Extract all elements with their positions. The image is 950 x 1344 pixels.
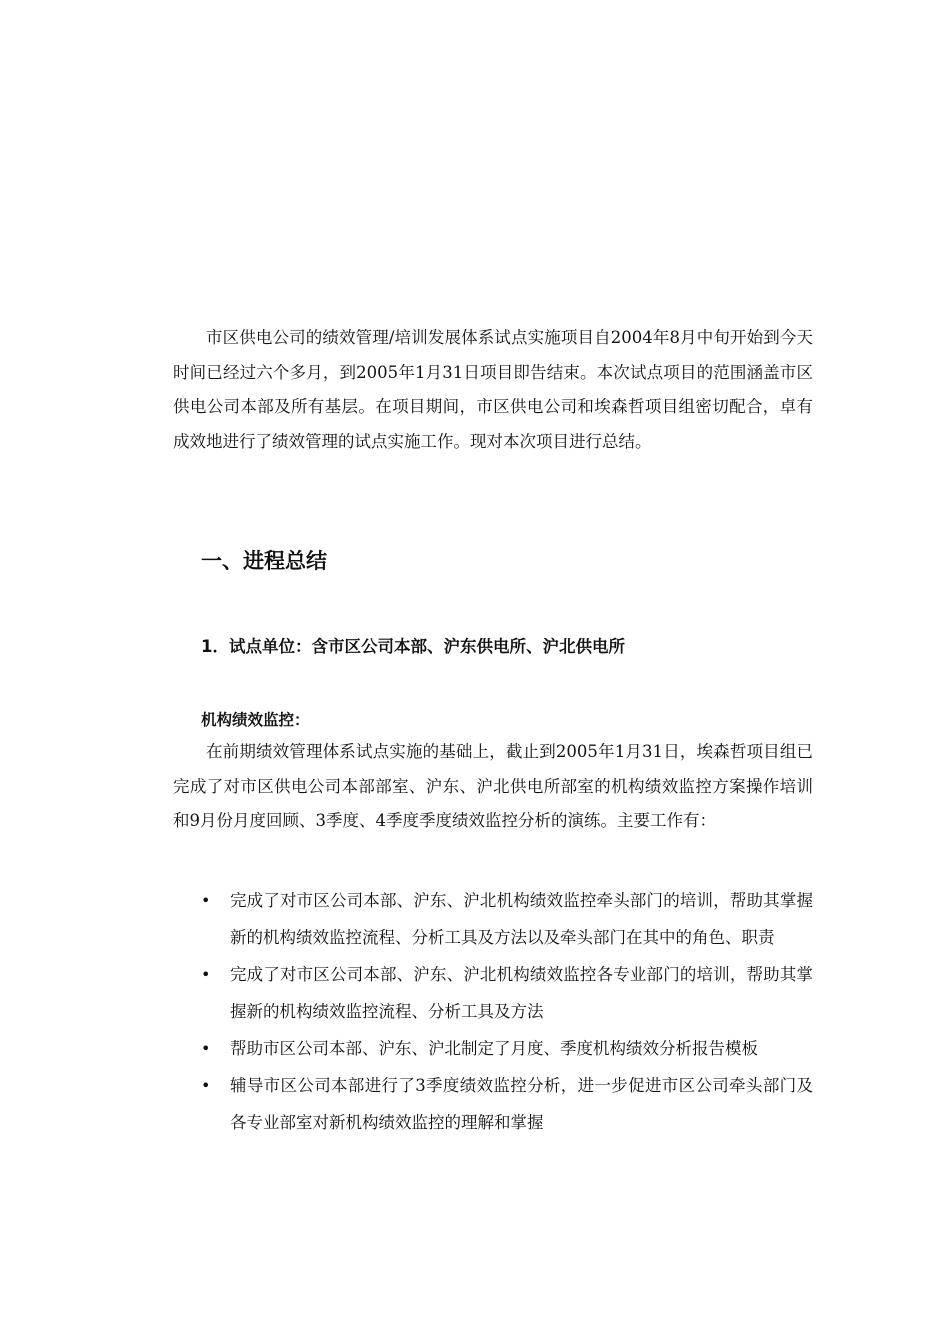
list-item-text: 完成了对市区公司本部、沪东、沪北机构绩效监控牵头部门的培训，帮助其掌握新的机构绩效监控流程、分析工具及方法以及牵头部门在其中的角色、职责	[230, 891, 813, 947]
list-item	[201, 1067, 813, 1141]
list-item	[201, 1030, 813, 1067]
list-item	[201, 956, 813, 1030]
bullet-list	[201, 882, 813, 1141]
subsection-heading: 1．试点单位：含市区公司本部、沪东供电所、沪北供电所	[201, 637, 625, 656]
bullet-icon: •	[201, 965, 211, 984]
subheading-org-performance: 机构绩效监控：	[201, 711, 310, 729]
section-heading: 一、进程总结	[201, 549, 327, 573]
bullet-icon: •	[201, 1076, 211, 1095]
bullet-icon: •	[201, 1039, 211, 1058]
list-item-text: 完成了对市区公司本部、沪东、沪北机构绩效监控各专业部门的培训，帮助其掌握新的机构绩效监控流程、分析工具及方法	[230, 965, 813, 1021]
bullet-icon: •	[201, 891, 211, 910]
list-item-text: 帮助市区公司本部、沪东、沪北制定了月度、季度机构绩效分析报告模板	[230, 1039, 758, 1058]
list-item-text: 辅导市区公司本部进行了3季度绩效监控分析，进一步促进市区公司牵头部门及各专业部室对新机构绩效监控的理解和掌握	[230, 1076, 813, 1132]
list-item	[201, 882, 813, 956]
body-paragraph: 在前期绩效管理体系试点实施的基础上，截止到2005年1月31日，埃森哲项目组已完成了对市区供电公司本部部室、沪东、沪北供电所部室的机构绩效监控方案操作培训和9月份月度回顾、3季度、4季度季度绩效监控分析的演练。主要工作有：	[173, 742, 813, 830]
intro-paragraph: 市区供电公司的绩效管理/培训发展体系试点实施项目自2004年8月中旬开始到今天时间已经过六个多月，到2005年1月31日项目即告结束。本次试点项目的范围涵盖市区供电公司本部及所有基层。在项目期间，市区供电公司和埃森哲项目组密切配合，卓有成效地进行了绩效管理的试点实施工作。现对本次项目进行总结。	[173, 328, 813, 451]
